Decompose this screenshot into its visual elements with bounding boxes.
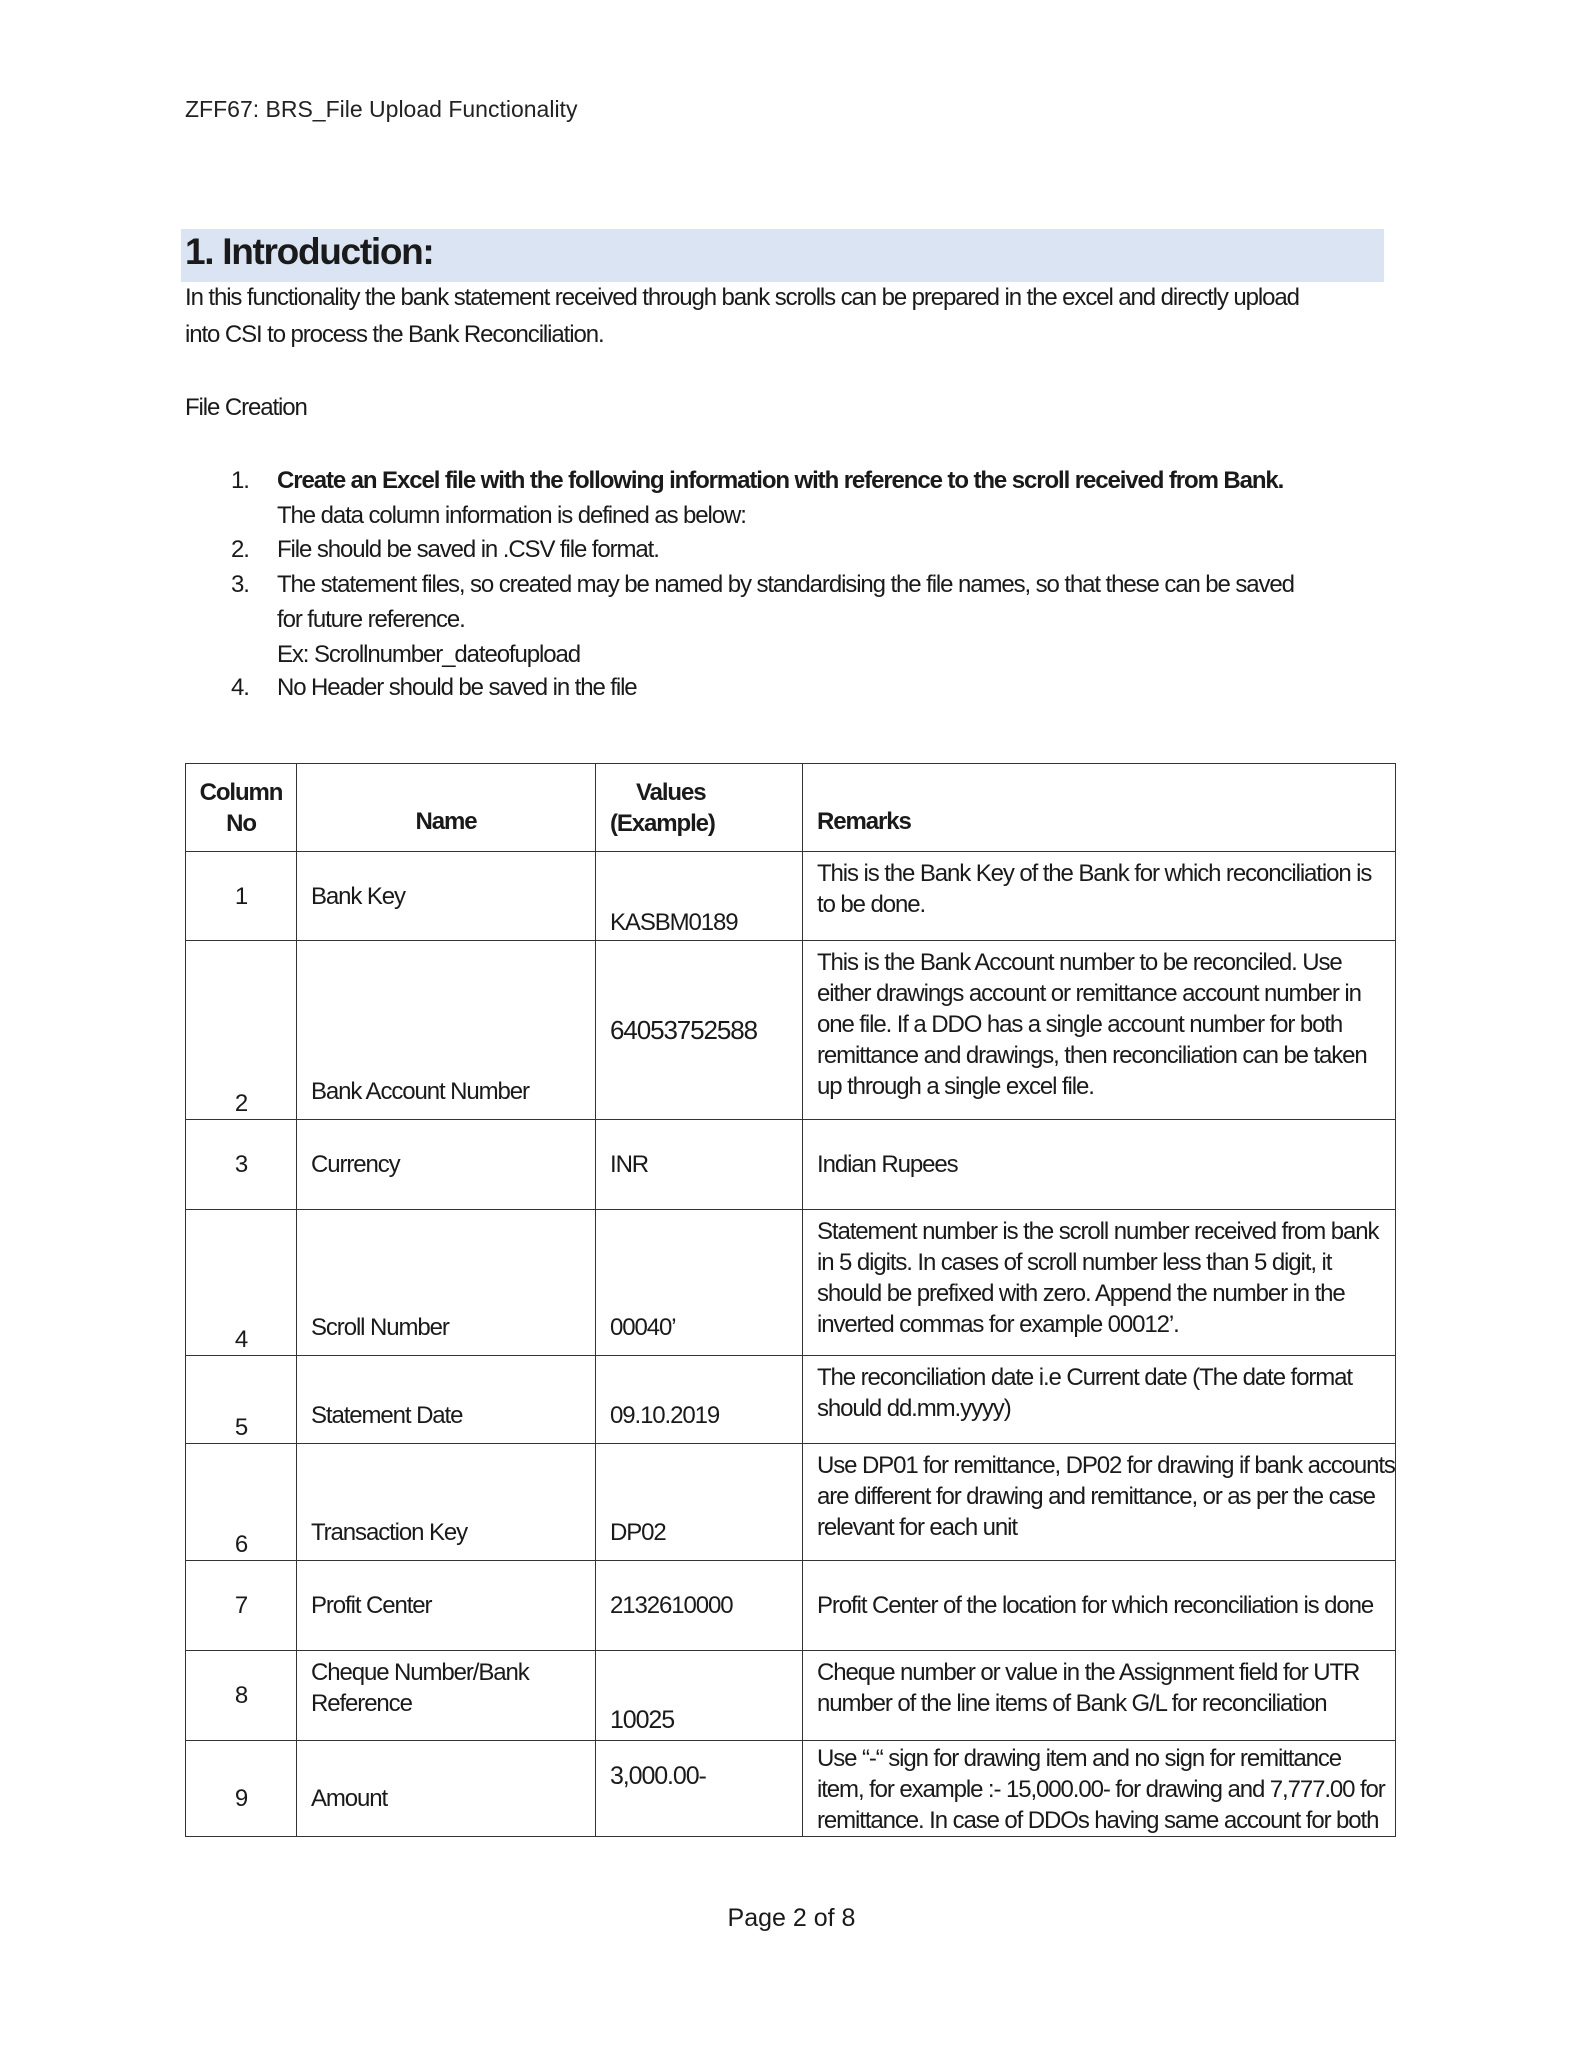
table-row [186,941,1396,1120]
cell-value: 3,000.00- [596,1741,803,1837]
header-remarks: Remarks [803,764,1396,852]
cell-remarks: Use DP01 for remittance, DP02 for drawing if bank accounts are different for drawing and remittance, or as per the case relevant for each unit [803,1444,1396,1561]
table-row [186,1561,1396,1651]
list-item: Ex: Scrollnumber_dateofupload [277,641,580,668]
cell-name: Transaction Key [297,1444,596,1561]
cell-column-no: 4 [186,1210,297,1356]
cell-column-no: 5 [186,1356,297,1444]
cell-column-no: 1 [186,852,297,941]
cell-column-no: 8 [186,1651,297,1741]
list-item: No Header should be saved in the file [277,674,637,701]
cell-value: 2132610000 [596,1561,803,1651]
cell-value: KASBM0189 [596,852,803,941]
cell-name: Cheque Number/Bank Reference [297,1651,596,1741]
cell-column-no: 3 [186,1120,297,1210]
cell-value: INR [596,1120,803,1210]
list-number: 2. [231,536,249,563]
list-item: The statement files, so created may be named by standardising the file names, so that these can be saved [277,571,1294,598]
cell-remarks: This is the Bank Key of the Bank for which reconciliation is to be done. [803,852,1396,941]
cell-name: Amount [297,1741,596,1837]
cell-remarks: Cheque number or value in the Assignment field for UTR number of the line items of Bank G/L for reconciliation [803,1651,1396,1741]
list-item: Create an Excel file with the following information with reference to the scroll received from Bank. [277,467,1284,494]
cell-remarks: Profit Center of the location for which reconciliation is done [803,1561,1396,1651]
page-number: Page 2 of 8 [727,1904,856,1932]
cell-remarks: Statement number is the scroll number received from bank in 5 digits. In cases of scroll number less than 5 digit, it should be prefixed with zero. Append the number in the inverted commas for example 00012’. [803,1210,1396,1356]
table-row [186,1210,1396,1356]
cell-value: DP02 [596,1444,803,1561]
cell-remarks: Indian Rupees [803,1120,1396,1210]
list-number: 3. [231,571,249,598]
table-row [186,1356,1396,1444]
cell-name: Scroll Number [297,1210,596,1356]
cell-column-no: 9 [186,1741,297,1837]
cell-column-no: 7 [186,1561,297,1651]
cell-remarks: The reconciliation date i.e Current date (The date format should dd.mm.yyyy) [803,1356,1396,1444]
table-row [186,1741,1396,1837]
table-row [186,1120,1396,1210]
list-item: The data column information is defined as below: [277,502,746,529]
cell-name: Currency [297,1120,596,1210]
header-values: Values (Example) [596,764,803,852]
list-item: File should be saved in .CSV file format. [277,536,659,563]
cell-column-no: 6 [186,1444,297,1561]
cell-remarks: Use “-“ sign for drawing item and no sign for remittance item, for example :- 15,000.00- for drawing and 7,777.00 for remittance. In case of DDOs having same account for both [803,1741,1396,1837]
table-header-row [186,764,1396,852]
document-header: ZFF67: BRS_File Upload Functionality [185,96,578,122]
cell-remarks: This is the Bank Account number to be reconciled. Use either drawings account or remittance account number in one file. If a DDO has a single account number for both remittance and drawings, then reconciliation can be taken up through a single excel file. [803,941,1396,1120]
cell-name: Bank Key [297,852,596,941]
header-name: Name [297,764,596,852]
list-item: for future reference. [277,606,465,633]
cell-value: 00040’ [596,1210,803,1356]
cell-name: Statement Date [297,1356,596,1444]
intro-line: into CSI to process the Bank Reconciliation. [185,321,604,348]
table-row [186,1651,1396,1741]
header-column-no: Column No [186,764,297,852]
list-number: 4. [231,674,249,701]
cell-value: 64053752588 [596,941,803,1120]
subheading: File Creation [185,394,307,421]
table-row [186,1444,1396,1561]
table-row [186,852,1396,941]
cell-value: 10025 [596,1651,803,1741]
cell-column-no: 2 [186,941,297,1120]
cell-name: Bank Account Number [297,941,596,1120]
list-number: 1. [231,467,249,494]
intro-line: In this functionality the bank statement received through bank scrolls can be prepared in the excel and directly upload [185,284,1299,311]
cell-value: 09.10.2019 [596,1356,803,1444]
section-heading: 1. Introduction: [185,231,434,272]
cell-name: Profit Center [297,1561,596,1651]
data-columns-table [185,763,1396,1837]
